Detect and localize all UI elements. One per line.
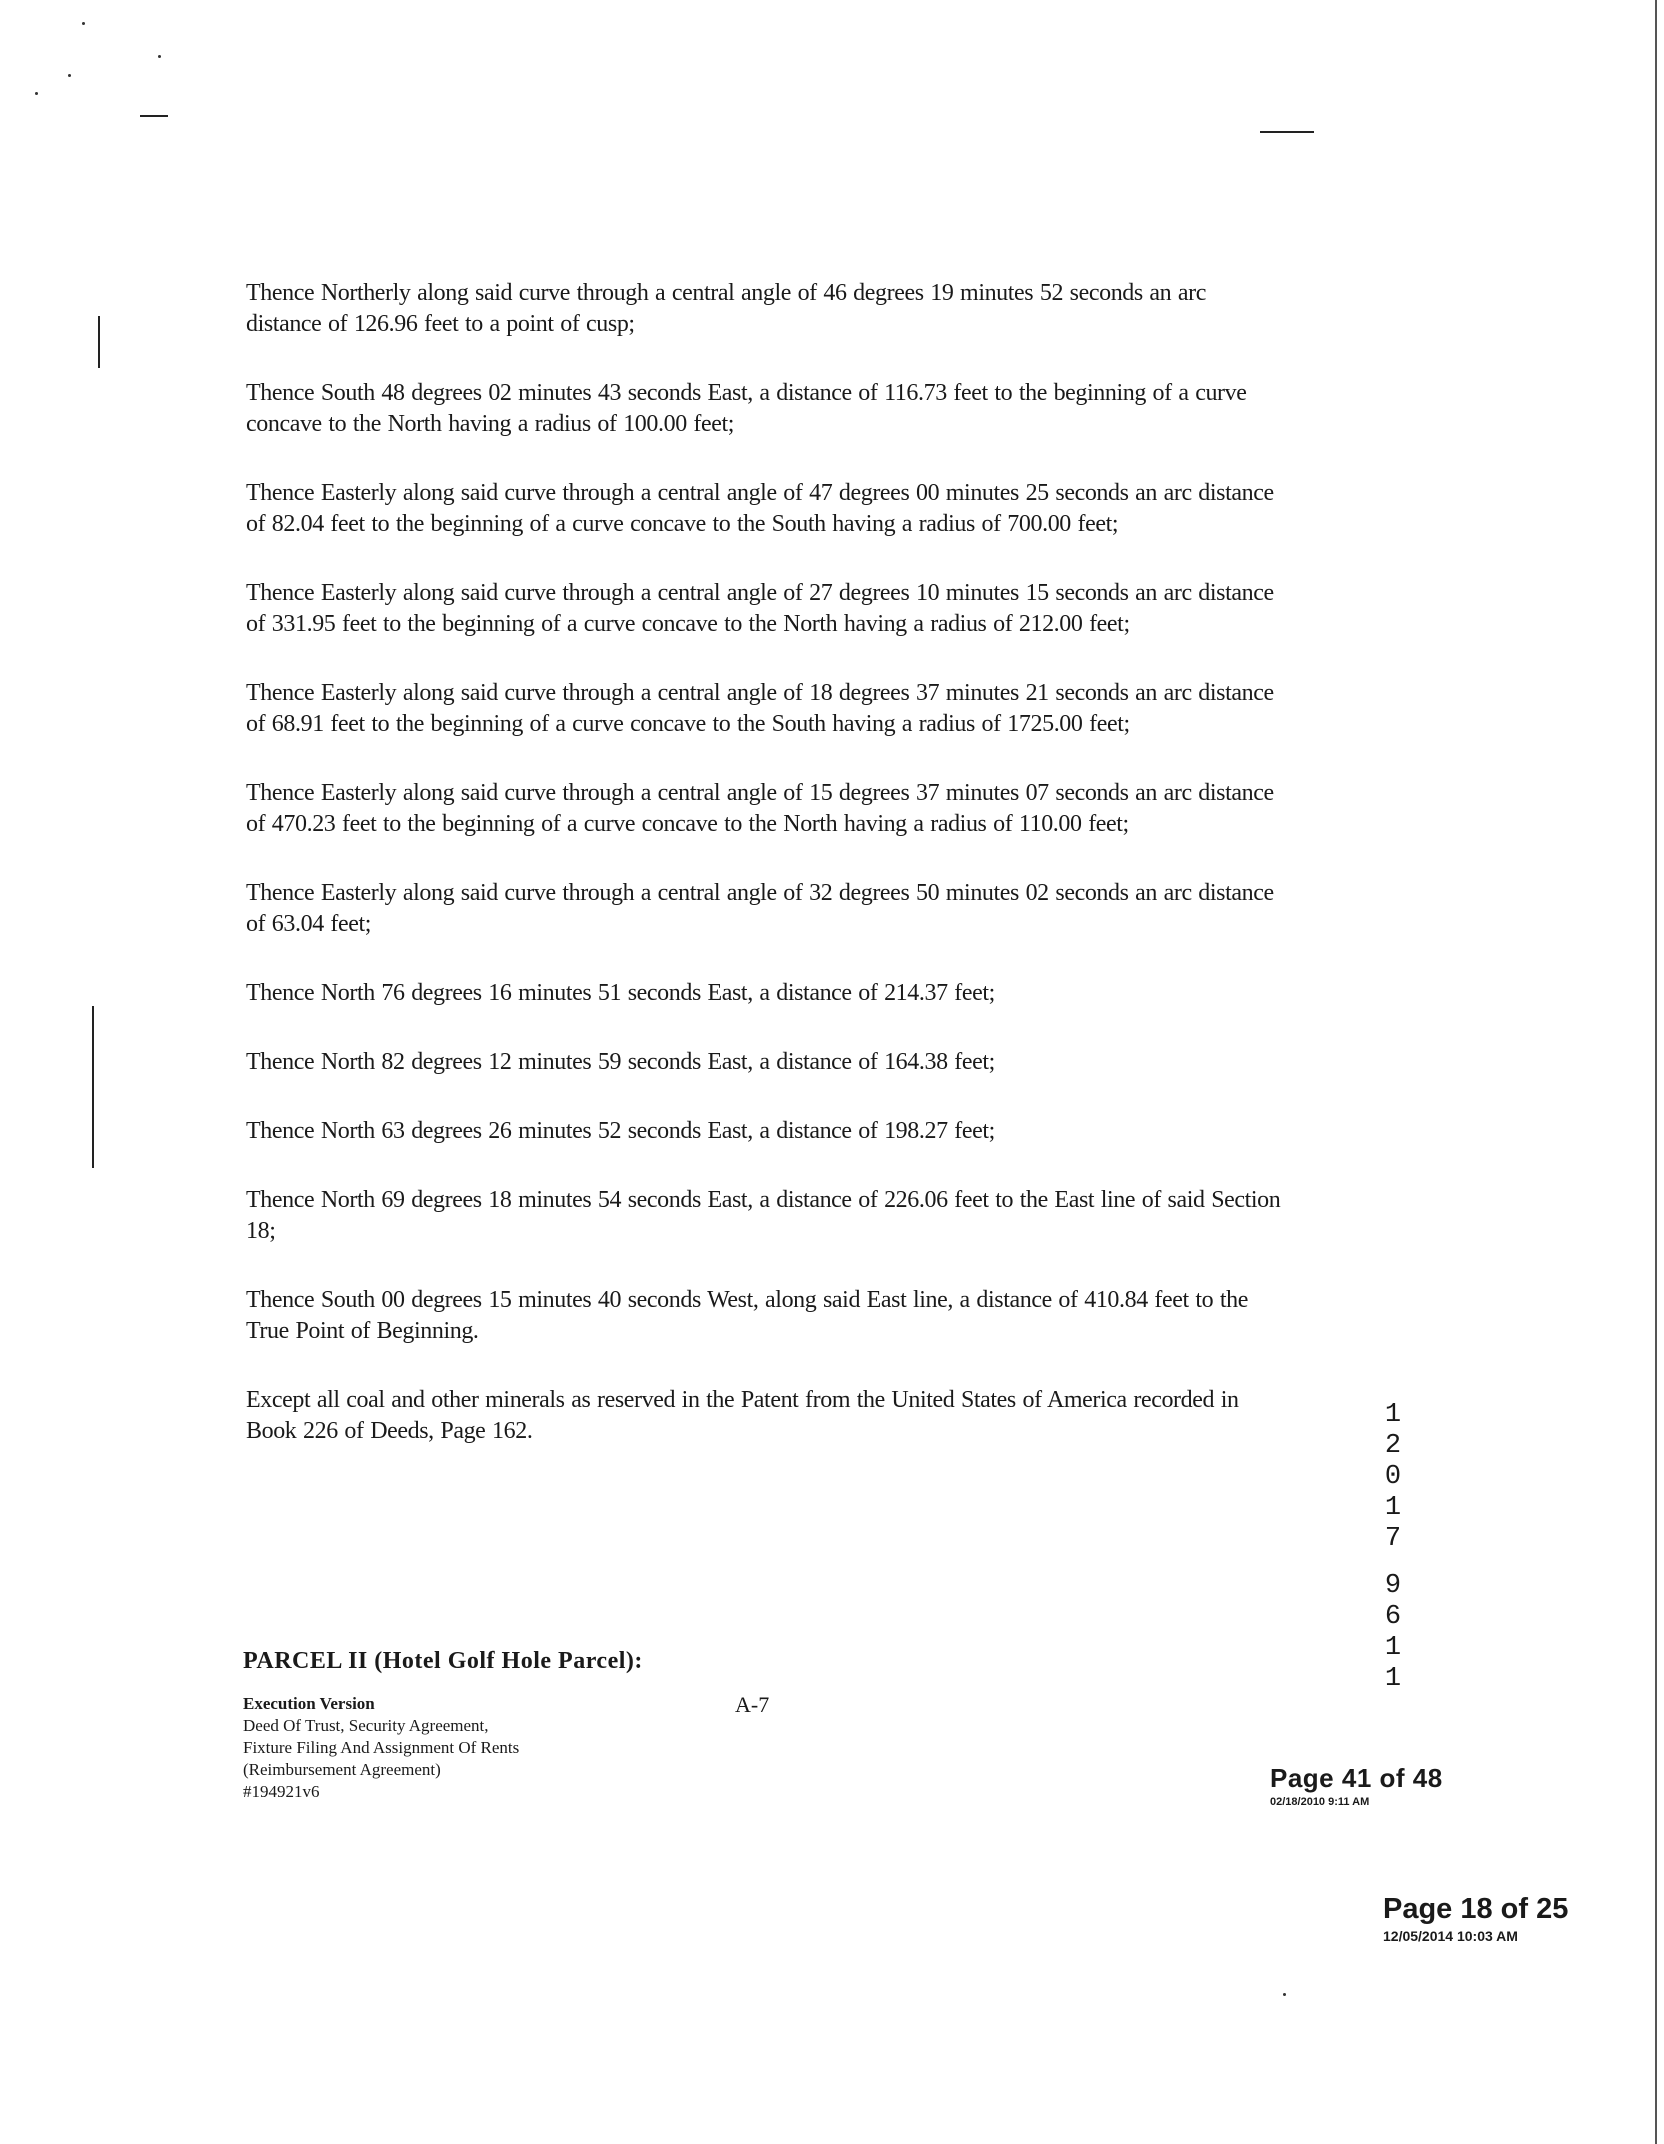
footer-line: (Reimbursement Agreement) xyxy=(243,1760,441,1779)
recording-digit: 1 xyxy=(1384,1493,1402,1523)
recording-digit: 1 xyxy=(1384,1664,1402,1694)
recording-digit: 1 xyxy=(1384,1633,1402,1663)
recorder-stamp-inner xyxy=(1270,1763,1443,1808)
recording-digit: 6 xyxy=(1384,1602,1402,1632)
document-footer xyxy=(243,1693,519,1803)
scan-dash-left xyxy=(140,115,168,117)
revision-bar xyxy=(98,316,100,368)
paragraph: Thence Easterly along said curve through a central angle of 47 degrees 00 minutes 25 seconds an arc distance of 82.04 feet to the beginning of a curve concave to the South having a radius of 700.00 feet; xyxy=(246,480,1274,537)
scan-dash-right xyxy=(1260,131,1314,133)
stamp-page-count: Page 41 of 48 xyxy=(1270,1763,1443,1793)
scan-speck xyxy=(1283,1993,1286,1996)
paragraph: Thence Northerly along said curve through a central angle of 46 degrees 19 minutes 52 seconds an arc distance of 126.96 feet to a point of cusp; xyxy=(246,280,1206,337)
recorder-stamp-outer xyxy=(1383,1893,1568,1944)
paragraph: Thence Easterly along said curve through a central angle of 32 degrees 50 minutes 02 seconds an arc distance of 63.04 feet; xyxy=(246,880,1274,937)
paragraph: Thence North 69 degrees 18 minutes 54 seconds East, a distance of 226.06 feet to the East line of said Section 18; xyxy=(246,1187,1281,1244)
paragraph: Thence North 76 degrees 16 minutes 51 seconds East, a distance of 214.37 feet; xyxy=(246,980,995,1006)
revision-bar xyxy=(92,1006,94,1168)
paragraph: Thence South 48 degrees 02 minutes 43 seconds East, a distance of 116.73 feet to the beginning of a curve concave to the North having a radius of 100.00 feet; xyxy=(246,380,1247,437)
paragraph: Thence Easterly along said curve through a central angle of 15 degrees 37 minutes 07 seconds an arc distance of 470.23 feet to the beginning of a curve concave to the North having a radius of 110.00 feet; xyxy=(246,780,1274,837)
stamp-page-count: Page 18 of 25 xyxy=(1383,1893,1569,1925)
paragraph: Thence South 00 degrees 15 minutes 40 seconds West, along said East line, a distance of 410.84 feet to the True Point of Beginning. xyxy=(246,1287,1248,1344)
recording-number xyxy=(1378,1400,1408,1695)
legal-description xyxy=(246,278,1286,1485)
paragraph: Except all coal and other minerals as reserved in the Patent from the United States of America recorded in Book 226 of Deeds, Page 162. xyxy=(246,1387,1239,1444)
scan-speck xyxy=(68,74,71,77)
recording-digit: 0 xyxy=(1384,1462,1402,1492)
paragraph: Thence North 63 degrees 26 minutes 52 seconds East, a distance of 198.27 feet; xyxy=(246,1118,995,1144)
version-label: Execution Version xyxy=(243,1694,375,1713)
scan-speck xyxy=(158,55,161,58)
exhibit-page-label: A-7 xyxy=(735,1692,770,1717)
footer-line: Deed Of Trust, Security Agreement, xyxy=(243,1716,489,1735)
recording-digit: 2 xyxy=(1384,1431,1402,1461)
page-edge xyxy=(1655,0,1657,2144)
parcel-heading: PARCEL II (Hotel Golf Hole Parcel): xyxy=(243,1648,643,1674)
recording-digit: 1 xyxy=(1384,1400,1402,1430)
paragraph: Thence Easterly along said curve through a central angle of 18 degrees 37 minutes 21 seconds an arc distance of 68.91 feet to the beginning of a curve concave to the South having a radius of 1725.00 feet; xyxy=(246,680,1274,737)
recording-digit: 9 xyxy=(1384,1571,1402,1601)
footer-line: Fixture Filing And Assignment Of Rents xyxy=(243,1738,520,1757)
stamp-timestamp: 02/18/2010 9:11 AM xyxy=(1270,1796,1370,1808)
scan-speck xyxy=(82,22,85,25)
paragraph: Thence North 82 degrees 12 minutes 59 seconds East, a distance of 164.38 feet; xyxy=(246,1049,995,1075)
paragraph: Thence Easterly along said curve through a central angle of 27 degrees 10 minutes 15 seconds an arc distance of 331.95 feet to the beginning of a curve concave to the North having a radius of 212.00 feet; xyxy=(246,580,1274,637)
recording-digit: 7 xyxy=(1384,1524,1402,1554)
scan-speck xyxy=(35,92,38,95)
footer-line: #194921v6 xyxy=(243,1782,320,1801)
stamp-timestamp: 12/05/2014 10:03 AM xyxy=(1383,1928,1518,1944)
